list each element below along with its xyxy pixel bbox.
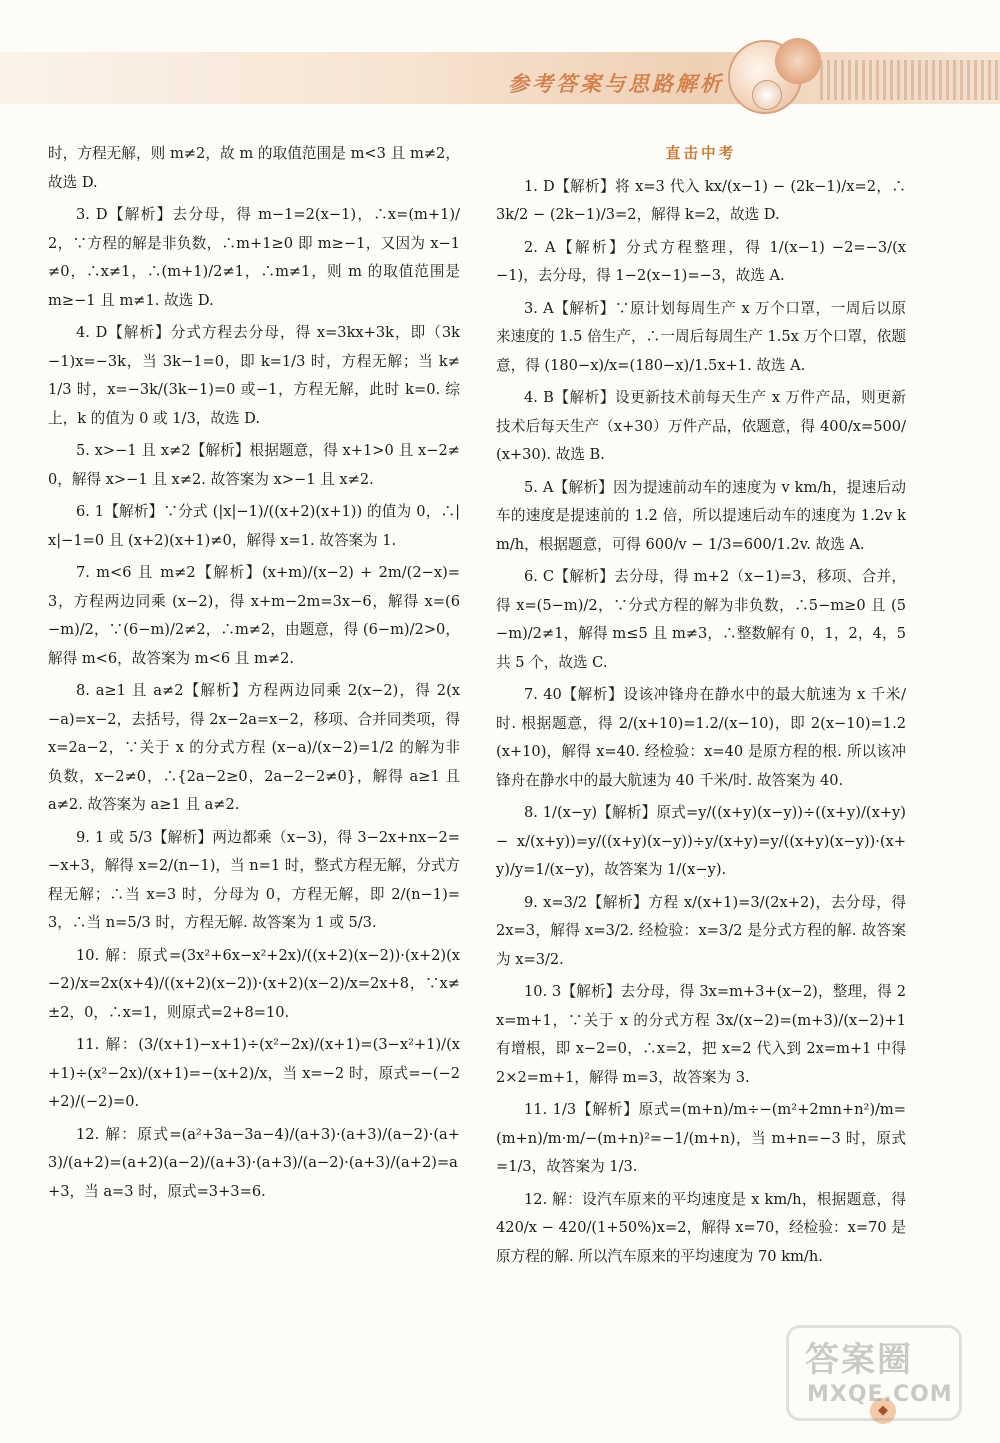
answer-paragraph: 4. B【解析】设更新技术前每天生产 x 万件产品，则更新技术后每天生产（x+30）万件产品，依题意，得 400/x=500/(x+30). 故选 B.: [496, 389, 906, 463]
answer-paragraph: 7. 40【解析】设该冲锋舟在静水中的最大航速为 x 千米/时. 根据题意，得 2/(x+10)=1.2/(x−10)，即 2(x−10)=1.2(x+10)，解得 x=40. 经检验：x=40 是原方程的根. 所以该冲锋舟在静水中的最大航速为 40 千米/时. 故答案为 40.: [496, 686, 906, 789]
answer-paragraph: 1. D【解析】将 x=3 代入 kx/(x−1) − (2k−1)/x=2，∴3k/2 − (2k−1)/3=2，解得 k=2，故选 D.: [496, 177, 906, 223]
answer-paragraph: 6. C【解析】去分母，得 m+2（x−1)=3，移项、合并，得 x=(5−m)/2，∵分式方程的解为非负数，∴5−m≥0 且 (5−m)/2≠1，解得 m≤5 且 m≠3，∴整数解有 0，1，2，4，5 共 5 个，故选 C.: [496, 568, 906, 671]
answer-paragraph: 时，方程无解，则 m≠2，故 m 的取值范围是 m<3 且 m≠2，故选 D.: [48, 145, 460, 191]
page-header-title: 参考答案与思路解析: [508, 72, 724, 96]
right-column: [496, 140, 906, 1275]
decorative-circle-icon: [752, 80, 782, 110]
answer-paragraph: 3. A【解析】∵原计划每周生产 x 万个口罩，一周后以原来速度的 1.5 倍生产，∴一周后每周生产 1.5x 万个口罩，依题意，得 (180−x)/x=(180−x)/1.5x+1. 故选 A.: [496, 299, 906, 374]
answer-paragraph: 9. 1 或 5/3【解析】两边都乘（x−3)，得 3−2x+nx−2=−x+3，解得 x=2/(n−1)，当 n=1 时，整式方程无解，分式方程无解；∴当 x=3 时，分母为 0，方程无解，即 2/(n−1)=3，∴当 n=5/3 时，方程无解. 故答案为 1 或 5/3.: [48, 828, 460, 931]
answer-paragraph: 11. 1/3【解析】原式=(m+n)/m÷−(m²+2mn+n²)/m=(m+n)/m·m/−(m+n)²=−1/(m+n)，当 m+n=−3 时，原式=1/3，故答案为 1/3.: [496, 1101, 906, 1175]
answer-paragraph: 12. 解：原式=(a²+3a−3a−4)/(a+3)·(a+3)/(a−2)·(a+3)/(a+2)=(a+2)(a−2)/(a+3)·(a+3)/(a−2)·(a+3)/(a+2)=a+3，当 a=3 时，原式=3+3=6.: [48, 1125, 460, 1200]
answer-paragraph: 5. A【解析】因为提速前动车的速度为 v km/h，提速后动车的速度是提速前的 1.2 倍，所以提速后动车的速度为 1.2v km/h，根据题意，可得 600/v − 1/3=600/1.2v. 故选 A.: [496, 478, 906, 553]
answer-paragraph: 9. x=3/2【解析】方程 x/(x+1)=3/(2x+2)，去分母，得 2x=3，解得 x=3/2. 经检验：x=3/2 是分式方程的解. 故答案为 x=3/2.: [496, 893, 906, 968]
watermark: [786, 1325, 962, 1421]
answer-paragraph: 10. 3【解析】去分母，得 3x=m+3+(x−2)，整理，得 2x=m+1，∵关于 x 的分式方程 3x/(x−2)=(m+3)/(x−2)+1 有增根，即 x−2=0，∴x=2，把 x=2 代入到 2x=m+1 中得 2×2=m+1，解得 m=3，故答案为 3.: [496, 983, 906, 1086]
left-column: [48, 140, 460, 1210]
answer-paragraph: 6. 1【解析】∵分式 (|x|−1)/((x+2)(x+1)) 的值为 0，∴|x|−1=0 且 (x+2)(x+1)≠0，解得 x=1. 故答案为 1.: [48, 503, 460, 549]
section-title: 直击中考: [665, 145, 737, 162]
answer-paragraph: 4. D【解析】分式方程去分母，得 x=3kx+3k，即（3k−1)x=−3k，当 3k−1=0，即 k=1/3 时，方程无解；当 k≠1/3 时，x=−3k/(3k−1)=0 或−1，方程无解，此时 k=0. 综上，k 的值为 0 或 1/3，故选 D.: [48, 324, 460, 427]
watermark-logo: 答案圈: [805, 1340, 913, 1380]
page-corner-icon: ◆: [870, 1398, 896, 1424]
watermark-url: MXQE.COM: [807, 1382, 953, 1407]
header-decoration-stripes: [820, 60, 1000, 100]
answer-paragraph: 10. 解：原式=(3x²+6x−x²+2x)/((x+2)(x−2))·(x+2)(x−2)/x=2x(x+4)/((x+2)(x−2))·(x+2)(x−2)/x=2x+8，∵x≠±2，0，∴x=1，则原式=2+8=10.: [48, 946, 460, 1021]
answer-paragraph: 8. a≥1 且 a≠2【解析】方程两边同乘 2(x−2)，得 2(x−a)=x−2，去括号，得 2x−2a=x−2，移项、合并同类项，得 x=2a−2，∵关于 x 的分式方程 (x−a)/(x−2)=1/2 的解为非负数，x−2≠0，∴{2a−2≥0，2a−2−2≠0}，解得 a≥1 且 a≠2. 故答案为 a≥1 且 a≠2.: [48, 682, 460, 813]
answer-paragraph: 7. m<6 且 m≠2【解析】(x+m)/(x−2) + 2m/(2−x)=3，方程两边同乘 (x−2)，得 x+m−2m=3x−6，解得 x=(6−m)/2，∵(6−m)/2≠2，∴m≠2，由题意，得 (6−m)/2>0，解得 m<6，故答案为 m<6 且 m≠2.: [48, 564, 460, 667]
answer-paragraph: 12. 解：设汽车原来的平均速度是 x km/h，根据题意，得 420/x − 420/(1+50%)x=2，解得 x=70，经检验：x=70 是原方程的解. 所以汽车原来的平均速度为 70 km/h.: [496, 1190, 906, 1265]
decorative-circle-icon: [775, 38, 821, 84]
answer-paragraph: 5. x>−1 且 x≠2【解析】根据题意，得 x+1>0 且 x−2≠0，解得 x>−1 且 x≠2. 故答案为 x>−1 且 x≠2.: [48, 442, 460, 488]
answer-paragraph: 8. 1/(x−y)【解析】原式=y/((x+y)(x−y))÷((x+y)/(x+y) − x/(x+y))=y/((x+y)(x−y))÷y/(x+y)=y/((x+y)(x−y))·(x+y)/y=1/(x−y)，故答案为 1/(x−y).: [496, 804, 906, 878]
answer-paragraph: 11. 解：(3/(x+1)−x+1)÷(x²−2x)/(x+1)=(3−x²+1)/(x+1)÷(x²−2x)/(x+1)=−(x+2)/x，当 x=−2 时，原式=−(−2+2)/(−2)=0.: [48, 1036, 460, 1110]
answer-paragraph: 3. D【解析】去分母，得 m−1=2(x−1)，∴x=(m+1)/2，∵方程的解是非负数，∴m+1≥0 即 m≥−1，又因为 x−1≠0，∴x≠1，∴(m+1)/2≠1，∴m≠1，则 m 的取值范围是 m≥−1 且 m≠1. 故选 D.: [48, 206, 460, 309]
answer-paragraph: 2. A【解析】分式方程整理，得 1/(x−1) −2=−3/(x−1)，去分母，得 1−2(x−1)=−3，故选 A.: [496, 238, 906, 284]
